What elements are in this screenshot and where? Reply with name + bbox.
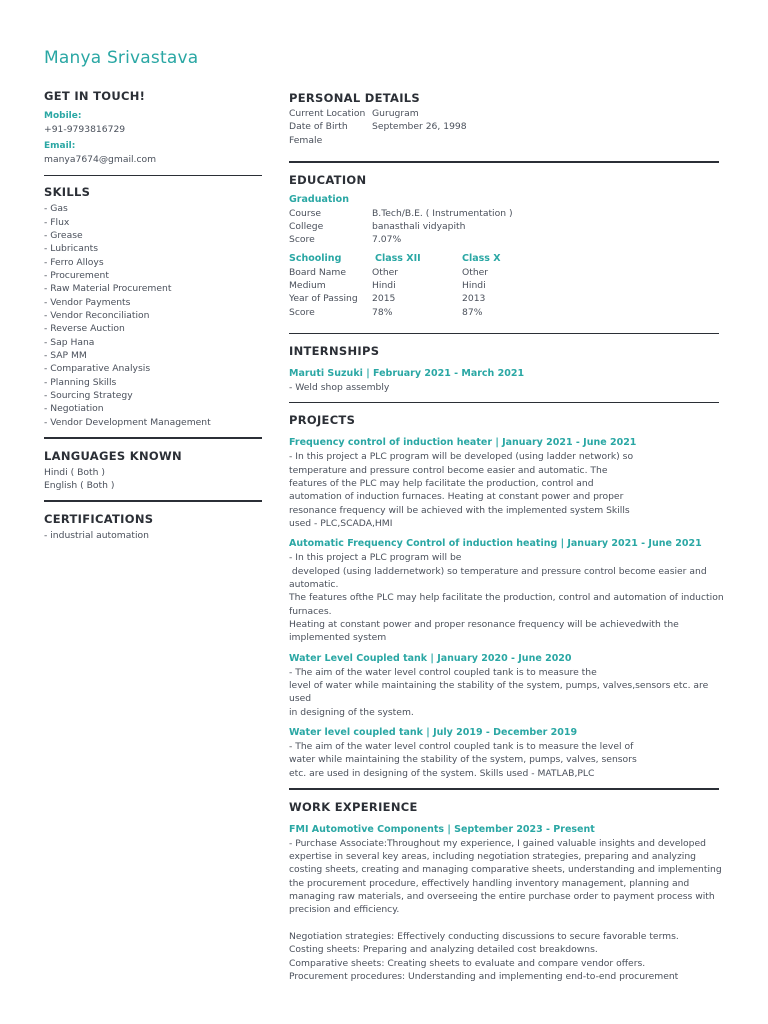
entry-line: Costing sheets: Preparing and analyzing detailed cost breakdowns. (289, 944, 598, 956)
class-xii-label: Class XII (375, 252, 421, 264)
personal-rows (289, 107, 719, 147)
divider (44, 437, 262, 439)
entry-line: used (289, 693, 312, 705)
graduation-row (289, 233, 719, 246)
email-value[interactable]: manya7674@gmail.com (44, 154, 157, 166)
entry-line: used - PLC,SCADA,HMI (289, 518, 393, 529)
left-column (44, 89, 262, 542)
language-item: English ( Both ) (44, 479, 115, 491)
entry-line: - The aim of the water level control coupled tank is to measure the (289, 666, 597, 678)
entry-line: developed (using laddernetwork) so temperature and pressure control become easier and (289, 565, 707, 577)
work-entry (289, 823, 722, 984)
graduation-rows (289, 207, 719, 247)
row-value: 7.07% (372, 234, 402, 246)
languages-list (44, 466, 262, 493)
entry-line: - Weld shop assembly (289, 382, 390, 394)
internships-list (289, 367, 719, 394)
class-x-value: 87% (462, 306, 483, 318)
skill-item: - Reverse Auction (44, 323, 125, 335)
graduation-label: Graduation (289, 193, 349, 205)
entry-line: water while maintaining the stability of the system, pumps, valves, sensors (289, 754, 637, 766)
class-x-label: Class X (462, 252, 501, 264)
divider (289, 402, 719, 404)
entry-line: resonance frequency will be achieved with the implemented system Skills (289, 504, 630, 516)
entry-line: - In this project a PLC program will be developed (using ladder network) so (289, 451, 634, 463)
work-experience-section (289, 799, 722, 984)
entry-line: expertise in several key areas, including negotiation strategies, preparing and analyzing (289, 851, 696, 862)
entry-title: Water level coupled tank | July 2019 - December 2019 (289, 727, 578, 739)
skills-list (44, 202, 262, 429)
projects-list (289, 436, 724, 780)
skill-item: - Grease (44, 229, 83, 241)
entry-line (289, 917, 719, 930)
personal-details-section (289, 91, 719, 147)
work-heading: WORK EXPERIENCE (289, 799, 418, 814)
certification-item: - industrial automation (44, 529, 149, 541)
schooling-label: Schooling (289, 252, 342, 264)
entry-line: precision and efficiency. (289, 904, 400, 916)
entry-title: Frequency control of induction heater | January 2021 - June 2021 (289, 437, 637, 449)
skill-item: - Ferro Alloys (44, 256, 104, 268)
personal-row (289, 120, 719, 133)
contact-heading: GET IN TOUCH! (44, 89, 146, 103)
row-key: Female (289, 134, 323, 146)
row-key: College (289, 220, 324, 232)
projects-section (289, 413, 724, 780)
row-key: Current Location (289, 108, 366, 119)
entry-line: - The aim of the water level control coupled tank is to measure the level of (289, 741, 634, 753)
divider (289, 333, 719, 335)
entry-line: - Purchase Associate:Throughout my experience, I gained valuable insights and developed (289, 837, 706, 849)
class-x-value: Other (462, 266, 489, 278)
entry-line: features of the PLC may help facilitate the production, control and (289, 477, 594, 489)
entry-line: managing raw materials, and overseeing the entire purchase order to payment process with (289, 891, 715, 903)
skill-item: - Comparative Analysis (44, 363, 151, 375)
schooling-row (289, 279, 719, 292)
divider (44, 175, 262, 177)
skill-item: - SAP MM (44, 349, 87, 361)
entry-line: furnaces. (289, 605, 332, 617)
entry-line: Negotiation strategies: Effectively conducting discussions to secure favorable terms. (289, 931, 679, 943)
row-value: Gurugram (372, 108, 419, 119)
divider (44, 500, 262, 502)
entry-line: level of water while maintaining the stability of the system, pumps, valves,sensors etc. are (289, 680, 709, 692)
graduation-row (289, 220, 719, 233)
row-value: B.Tech/B.E. ( Instrumentation ) (372, 207, 513, 219)
row-value: September 26, 1998 (372, 121, 467, 133)
skill-item: - Planning Skills (44, 376, 117, 388)
entry-line: automatic. (289, 579, 339, 591)
entry-line: implemented system (289, 632, 387, 644)
class-xii-value: Other (372, 266, 399, 278)
entry-line: The features ofthe PLC may help facilitate the production, control and automation of induction (289, 592, 724, 604)
schooling-row (289, 266, 719, 279)
email-label: Email: (44, 141, 76, 152)
divider (289, 161, 719, 163)
languages-section (44, 449, 262, 493)
class-xii-value: 2015 (372, 293, 396, 305)
skill-item: - Negotiation (44, 403, 104, 415)
skill-item: - Sap Hana (44, 336, 95, 348)
internships-section (289, 344, 719, 394)
candidate-name: Manya Srivastava (44, 48, 199, 68)
row-key: Score (289, 234, 315, 246)
entry-line: in designing of the system. (289, 706, 414, 718)
certifications-list (44, 529, 262, 542)
personal-row (289, 107, 719, 120)
entry-line: - In this project a PLC program will be (289, 552, 462, 564)
personal-heading: PERSONAL DETAILS (289, 91, 420, 105)
personal-row (289, 134, 719, 147)
row-key: Score (289, 306, 315, 318)
skills-heading: SKILLS (44, 185, 91, 200)
mobile-label: Mobile: (44, 111, 82, 121)
language-item: Hindi ( Both ) (44, 466, 105, 478)
entry-line: Procurement procedures: Understanding and implementing end-to-end procurement (289, 971, 679, 983)
project-entry (289, 726, 719, 780)
row-key: Board Name (289, 266, 347, 278)
row-value: banasthali vidyapith (372, 220, 466, 232)
class-xii-value: 78% (372, 306, 393, 318)
education-section (289, 173, 719, 319)
schooling-row (289, 292, 719, 305)
entry-line: temperature and pressure control become easier and automatic. The (289, 464, 608, 476)
skill-item: - Gas (44, 203, 68, 215)
skills-section (44, 185, 262, 429)
entry-line: automation of induction furnaces. Heating at constant power and proper (289, 491, 624, 503)
skill-item: - Vendor Development Management (44, 416, 211, 428)
entry-title: Automatic Frequency Control of induction heating | January 2021 - June 2021 (289, 538, 702, 550)
project-entry (289, 436, 719, 530)
entry-line: costing sheets, creating and managing comparative sheets, understanding and implementing (289, 864, 722, 876)
class-x-value: Hindi (462, 279, 486, 291)
entry-title: Water Level Coupled tank | January 2020 - June 2020 (289, 652, 572, 664)
skill-item: - Procurement (44, 269, 109, 281)
contact-section (44, 89, 262, 167)
skill-item: - Vendor Reconciliation (44, 309, 150, 321)
class-x-value: 2013 (462, 293, 486, 305)
row-key: Course (289, 207, 322, 219)
entry-line: Heating at constant power and proper resonance frequency will be achievedwith the (289, 619, 679, 631)
languages-heading: LANGUAGES KNOWN (44, 448, 182, 463)
entry-line: the procurement procedure, effectively handling inventory management, planning and (289, 877, 690, 889)
skill-item: - Raw Material Procurement (44, 283, 172, 295)
certifications-heading: CERTIFICATIONS (44, 511, 154, 526)
graduation-row (289, 207, 719, 220)
schooling-row (289, 306, 719, 319)
skill-item: - Flux (44, 216, 70, 228)
mobile-value: +91-9793816729 (44, 124, 126, 135)
internships-heading: INTERNSHIPS (289, 344, 380, 359)
entry-line: etc. are used in designing of the system. Skills used - MATLAB,PLC (289, 767, 595, 779)
certifications-section (44, 512, 262, 542)
skill-item: - Vendor Payments (44, 296, 131, 308)
row-key: Medium (289, 279, 326, 291)
skill-item: - Lubricants (44, 243, 99, 255)
row-key: Year of Passing (289, 293, 358, 305)
entry-line: Comparative sheets: Creating sheets to evaluate and compare vendor offers. (289, 957, 646, 969)
right-column (289, 91, 724, 990)
skill-item: - Sourcing Strategy (44, 390, 133, 401)
internship-entry (289, 367, 719, 394)
projects-heading: PROJECTS (289, 413, 356, 428)
work-list (289, 823, 722, 984)
divider (289, 788, 719, 790)
schooling-header (289, 252, 719, 266)
class-xii-value: Hindi (372, 279, 396, 291)
entry-title: Maruti Suzuki | February 2021 - March 2021 (289, 368, 525, 380)
schooling-rows (289, 266, 719, 319)
project-entry (289, 652, 719, 719)
entry-title: FMI Automotive Components | September 2023 - Present (289, 823, 595, 835)
project-entry (289, 537, 724, 644)
education-heading: EDUCATION (289, 172, 367, 187)
row-key: Date of Birth (289, 121, 348, 133)
